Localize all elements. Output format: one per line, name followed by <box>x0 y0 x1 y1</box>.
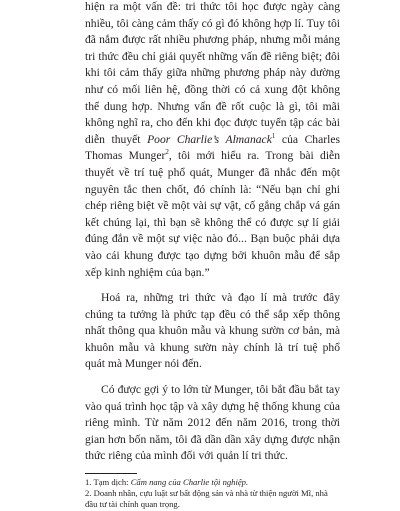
paragraph-1-text-b: của Charles Thomas Munger <box>85 132 340 163</box>
footnote-ref-2: 2 <box>165 148 169 157</box>
footnote-ref-1: 1 <box>271 131 276 140</box>
paragraph-1-text-a: hiện ra một vấn đề: tri thức tôi học được ngày càng nhiều, tôi càng cảm thấy có gì đó không hợp lí. Tuy tôi đã nắm được rất nhiều phương pháp, nhưng mỗi mảng tri thức đều chỉ giải quyết những vấn đề riêng biệt; đôi khi tôi cảm thấy giữa những phương pháp này dường như có mối liên hệ, đồng thời có cả xung đột không thể dung hợp. Nhưng vấn đề rốt cuộc là gì, tôi mãi không nghĩ ra, cho đến khi đọc được tuyển tập các bài diễn thuyết <box>85 0 340 146</box>
paragraph-1-text-c: , tôi mới hiểu ra. Trong bài diễn thuyết về trí tuệ phổ quát, Munger đã nhắc đến một nguyên tắc then chốt, đó chính là: “Nếu bạn chỉ ghi chép riêng biệt về một vài sự vật, cố gắng chắp vá gán kết chúng lại, thì bạn sẽ không thể có được sự lí giải đúng đắn về một sự việc nào đó... Bạn buộc phải dựa vào cái khung được tạo dựng bởi khuôn mẫu để sắp xếp kinh nghiệm của bạn.” <box>85 149 340 279</box>
footnote-divider <box>85 473 137 474</box>
footnote-1-title: Cẩm nang của Charlie tội nghiệp. <box>130 477 249 488</box>
footnote-2-text: Doanh nhân, cựu luật sư bất động sản và nhà từ thiện người Mĩ, nhà đầu tư tài chính quan trọng. <box>85 488 328 510</box>
paragraph-1 <box>85 0 340 281</box>
footnote-1 <box>85 477 340 488</box>
book-title: Poor Charlie’s Almanack <box>147 132 272 146</box>
footnote-2-number: 2. <box>85 488 92 499</box>
footnote-1-prefix: Tạm dịch: <box>93 477 131 488</box>
footnote-1-number: 1. <box>85 477 92 488</box>
paragraph-3: Có được gợi ý to lớn từ Munger, tôi bắt đầu bắt tay vào quá trình học tập và xây dựng hệ thống khung của riêng mình. Từ năm 2012 đến năm 2016, trong thời gian hơn bốn năm, tôi đã dần dần xây dựng được nhận thức riêng của mình đối với quản lí tri thức. <box>85 383 340 463</box>
footnote-2 <box>85 488 340 510</box>
paragraph-2: Hoá ra, những tri thức và đạo lí mà trước đây chúng ta tưởng là phức tạp đều có thể sắp xếp thông nhất thông qua khuôn mẫu và khung sườn cơ bản, mà khuôn mẫu và khung sườn này chính là trí tuệ phổ quát mà Munger nói đến. <box>85 291 340 371</box>
